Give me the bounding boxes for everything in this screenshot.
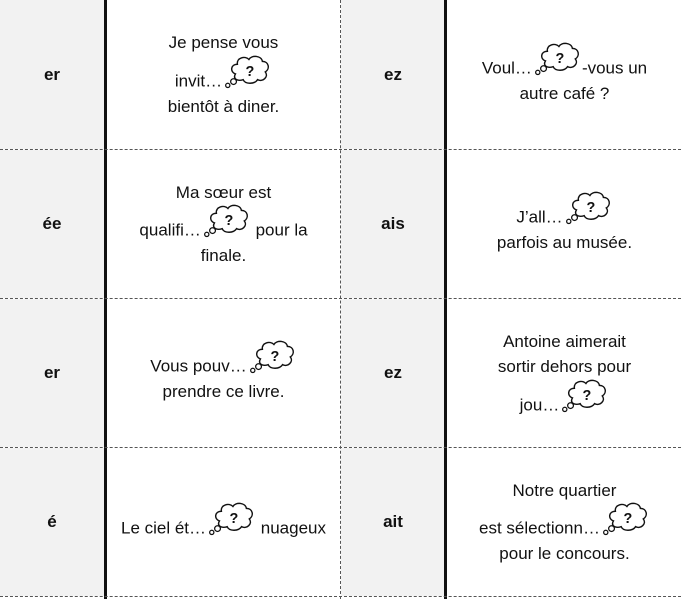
sentence-line: Vous pouv… xyxy=(150,356,247,376)
sentence-line: pour le concours. xyxy=(499,544,630,563)
sentence-line: Voul… xyxy=(481,58,532,78)
sentence-line: Antoine aimerait xyxy=(503,331,626,351)
sentence-card-3-right[interactable] xyxy=(448,299,681,447)
cut-line-dashed xyxy=(0,447,681,448)
sentence-card-1-right[interactable] xyxy=(448,0,681,149)
ending-card-1-right[interactable] xyxy=(341,0,445,149)
sentence-line: nuageux xyxy=(260,518,326,538)
sentence-line: sortir dehors pour xyxy=(497,357,632,376)
sentence-card-2-right[interactable] xyxy=(448,150,681,298)
sentence-line: prendre ce livre. xyxy=(162,382,285,402)
sentence-line: bientôt à diner. xyxy=(167,96,280,116)
cut-line-solid xyxy=(104,0,107,599)
sentence-line: parfois au musée. xyxy=(496,233,633,253)
ending-text: ez xyxy=(384,363,402,382)
thought-bubble-question-icon xyxy=(222,52,272,90)
cut-line-dashed xyxy=(0,149,681,150)
cut-line-dashed xyxy=(0,596,681,597)
thought-bubble-question-icon xyxy=(206,499,256,537)
sentence-card-1-left[interactable] xyxy=(107,0,340,149)
ending-card-1-left[interactable] xyxy=(0,0,104,149)
ending-text: ait xyxy=(383,512,403,531)
cut-line-solid xyxy=(444,0,447,599)
ending-card-2-right[interactable] xyxy=(341,150,445,298)
sentence-card-3-left[interactable] xyxy=(107,299,340,447)
sentence-line: J’all… xyxy=(516,207,563,227)
thought-bubble-question-icon xyxy=(247,337,297,375)
cut-line-dashed xyxy=(0,298,681,299)
sentence-line: invit… xyxy=(174,71,223,90)
ending-text: ais xyxy=(381,214,405,233)
thought-bubble-question-icon xyxy=(600,499,650,537)
ending-text: er xyxy=(43,363,61,382)
sentence-line: jou… xyxy=(519,395,560,414)
sentence-line: Le ciel ét… xyxy=(120,518,207,538)
thought-bubble-question-icon xyxy=(532,39,582,77)
ending-text: ée xyxy=(42,214,62,233)
ending-card-4-left[interactable] xyxy=(0,448,104,596)
sentence-line: -vous un xyxy=(581,58,648,78)
ending-card-4-right[interactable] xyxy=(341,448,445,596)
ending-text: er xyxy=(43,64,61,84)
thought-bubble-question-icon xyxy=(201,201,251,239)
sentence-line: Notre quartier xyxy=(512,480,617,500)
ending-text: ez xyxy=(384,64,402,84)
sentence-line: finale. xyxy=(200,246,247,265)
sentence-line: Je pense vous xyxy=(168,33,279,52)
sentence-card-4-left[interactable] xyxy=(107,448,340,596)
sentence-card-4-right[interactable] xyxy=(448,448,681,596)
cut-line-dashed xyxy=(340,0,341,599)
sentence-card-2-left[interactable] xyxy=(107,150,340,298)
sentence-line: pour la xyxy=(255,220,308,240)
sentence-line: qualifi… xyxy=(139,220,201,240)
thought-bubble-question-icon xyxy=(559,376,609,414)
ending-text: é xyxy=(47,512,57,531)
sentence-line: Ma sœur est xyxy=(175,182,272,202)
sentence-line: est sélectionn… xyxy=(479,518,600,538)
ending-card-3-left[interactable] xyxy=(0,299,104,447)
ending-card-2-left[interactable] xyxy=(0,150,104,298)
sentence-line: autre café ? xyxy=(519,83,610,103)
ending-card-3-right[interactable] xyxy=(341,299,445,447)
thought-bubble-question-icon xyxy=(563,188,613,226)
